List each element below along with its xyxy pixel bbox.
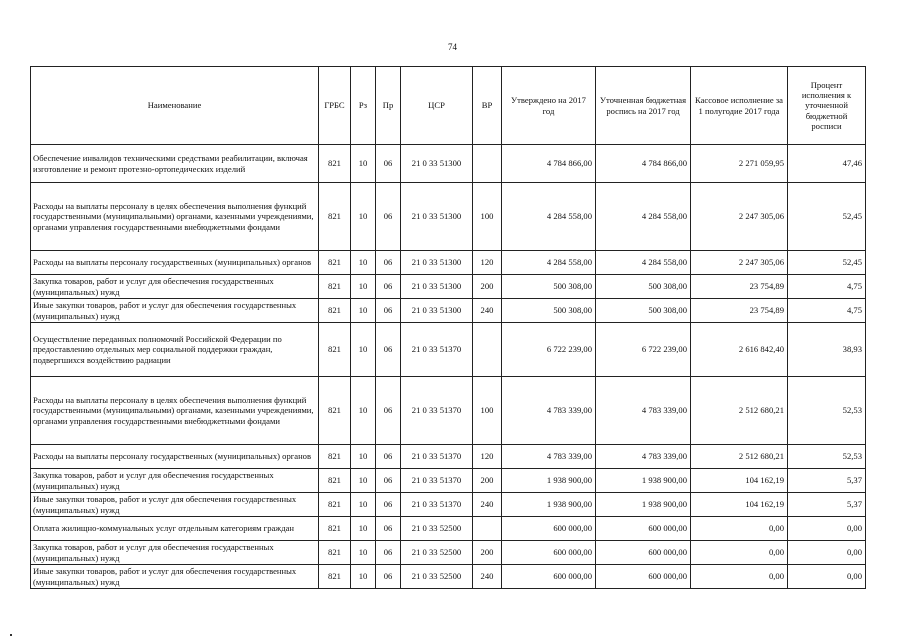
cell-percent: 38,93	[788, 323, 866, 377]
cell-cash: 104 162,19	[691, 493, 788, 517]
cell-approved: 4 284 558,00	[502, 251, 596, 275]
cell-grbs: 821	[319, 565, 351, 589]
cell-vr: 240	[473, 299, 502, 323]
cell-grbs: 821	[319, 145, 351, 183]
table-row	[31, 183, 866, 251]
header-csr: ЦСР	[401, 67, 473, 145]
header-name: Наименование	[31, 67, 319, 145]
cell-csr: 21 0 33 51370	[401, 323, 473, 377]
cell-cash: 104 162,19	[691, 469, 788, 493]
cell-rz: 10	[351, 445, 376, 469]
cell-percent: 52,45	[788, 251, 866, 275]
cell-percent: 52,53	[788, 377, 866, 445]
cell-name: Расходы на выплаты персоналу государственных (муниципальных) органов	[31, 445, 319, 469]
cell-refined: 6 722 239,00	[596, 323, 691, 377]
cell-grbs: 821	[319, 275, 351, 299]
cell-name: Обеспечение инвалидов техническими средствами реабилитации, включая изготовление и ремонт протезно-ортопедических изделий	[31, 145, 319, 183]
cell-rz: 10	[351, 541, 376, 565]
cell-vr: 240	[473, 565, 502, 589]
cell-vr	[473, 517, 502, 541]
cell-cash: 23 754,89	[691, 299, 788, 323]
cell-pr: 06	[376, 251, 401, 275]
table-row	[31, 377, 866, 445]
cell-csr: 21 0 33 51300	[401, 183, 473, 251]
cell-grbs: 821	[319, 445, 351, 469]
cell-pr: 06	[376, 565, 401, 589]
cell-rz: 10	[351, 299, 376, 323]
cell-percent: 0,00	[788, 517, 866, 541]
cell-name: Закупка товаров, работ и услуг для обеспечения государственных (муниципальных) нужд	[31, 469, 319, 493]
cell-pr: 06	[376, 377, 401, 445]
cell-csr: 21 0 33 51370	[401, 445, 473, 469]
cell-grbs: 821	[319, 469, 351, 493]
cell-cash: 2 271 059,95	[691, 145, 788, 183]
cell-refined: 1 938 900,00	[596, 493, 691, 517]
table-row	[31, 275, 866, 299]
cell-approved: 600 000,00	[502, 517, 596, 541]
cell-vr: 120	[473, 251, 502, 275]
cell-csr: 21 0 33 52500	[401, 517, 473, 541]
cell-percent: 52,45	[788, 183, 866, 251]
cell-name: Осуществление переданных полномочий Российской Федерации по предоставлению отдельных мер социальной поддержки граждан, подвергшихся воздействию радиации	[31, 323, 319, 377]
table-row	[31, 445, 866, 469]
cell-approved: 600 000,00	[502, 565, 596, 589]
cell-csr: 21 0 33 52500	[401, 541, 473, 565]
cell-percent: 47,46	[788, 145, 866, 183]
cell-refined: 600 000,00	[596, 541, 691, 565]
cell-refined: 600 000,00	[596, 565, 691, 589]
table-row	[31, 299, 866, 323]
cell-percent: 0,00	[788, 541, 866, 565]
cell-grbs: 821	[319, 323, 351, 377]
table-row	[31, 517, 866, 541]
cell-pr: 06	[376, 183, 401, 251]
cell-csr: 21 0 33 51300	[401, 275, 473, 299]
cell-pr: 06	[376, 469, 401, 493]
cell-csr: 21 0 33 51370	[401, 377, 473, 445]
cell-cash: 2 247 305,06	[691, 183, 788, 251]
cell-cash: 2 512 680,21	[691, 377, 788, 445]
table-row	[31, 323, 866, 377]
cell-rz: 10	[351, 275, 376, 299]
cell-grbs: 821	[319, 299, 351, 323]
cell-csr: 21 0 33 51370	[401, 469, 473, 493]
table-row	[31, 469, 866, 493]
cell-refined: 600 000,00	[596, 517, 691, 541]
cell-vr	[473, 145, 502, 183]
cell-name: Иные закупки товаров, работ и услуг для обеспечения государственных (муниципальных) нужд	[31, 493, 319, 517]
cell-pr: 06	[376, 145, 401, 183]
cell-grbs: 821	[319, 541, 351, 565]
cell-rz: 10	[351, 517, 376, 541]
cell-name: Закупка товаров, работ и услуг для обеспечения государственных (муниципальных) нужд	[31, 541, 319, 565]
scan-dot	[10, 634, 12, 636]
cell-refined: 4 284 558,00	[596, 183, 691, 251]
cell-percent: 4,75	[788, 299, 866, 323]
cell-vr: 200	[473, 275, 502, 299]
header-cash: Кассовое исполнение за 1 полугодие 2017 года	[691, 67, 788, 145]
budget-table	[30, 66, 866, 589]
cell-approved: 500 308,00	[502, 275, 596, 299]
cell-approved: 1 938 900,00	[502, 469, 596, 493]
cell-rz: 10	[351, 251, 376, 275]
cell-refined: 4 783 339,00	[596, 445, 691, 469]
cell-refined: 500 308,00	[596, 299, 691, 323]
cell-refined: 4 783 339,00	[596, 377, 691, 445]
cell-vr: 100	[473, 183, 502, 251]
cell-csr: 21 0 33 52500	[401, 565, 473, 589]
cell-percent: 5,37	[788, 469, 866, 493]
cell-csr: 21 0 33 51300	[401, 145, 473, 183]
cell-cash: 2 247 305,06	[691, 251, 788, 275]
cell-approved: 1 938 900,00	[502, 493, 596, 517]
cell-csr: 21 0 33 51370	[401, 493, 473, 517]
cell-percent: 5,37	[788, 493, 866, 517]
header-refined: Уточненная бюджетная роспись на 2017 год	[596, 67, 691, 145]
cell-percent: 52,53	[788, 445, 866, 469]
cell-grbs: 821	[319, 517, 351, 541]
header-row	[31, 67, 866, 145]
cell-refined: 4 284 558,00	[596, 251, 691, 275]
header-approved: Утверждено на 2017 год	[502, 67, 596, 145]
cell-rz: 10	[351, 565, 376, 589]
cell-name: Иные закупки товаров, работ и услуг для обеспечения государственных (муниципальных) нужд	[31, 565, 319, 589]
cell-grbs: 821	[319, 377, 351, 445]
cell-cash: 2 512 680,21	[691, 445, 788, 469]
cell-cash: 23 754,89	[691, 275, 788, 299]
cell-approved: 600 000,00	[502, 541, 596, 565]
cell-refined: 4 784 866,00	[596, 145, 691, 183]
cell-percent: 4,75	[788, 275, 866, 299]
table-row	[31, 145, 866, 183]
cell-name: Расходы на выплаты персоналу в целях обеспечения выполнения функций государственными (муниципальными) органами, казенными учреждениями, органами управления государственными внебюджетными фондами	[31, 183, 319, 251]
cell-name: Расходы на выплаты персоналу в целях обеспечения выполнения функций государственными (муниципальными) органами, казенными учреждениями, органами управления государственными внебюджетными фондами	[31, 377, 319, 445]
cell-name: Закупка товаров, работ и услуг для обеспечения государственных (муниципальных) нужд	[31, 275, 319, 299]
cell-pr: 06	[376, 541, 401, 565]
cell-csr: 21 0 33 51300	[401, 251, 473, 275]
page-number: 74	[448, 42, 457, 52]
cell-grbs: 821	[319, 183, 351, 251]
header-pr: Пр	[376, 67, 401, 145]
cell-refined: 500 308,00	[596, 275, 691, 299]
cell-pr: 06	[376, 275, 401, 299]
cell-pr: 06	[376, 493, 401, 517]
cell-rz: 10	[351, 183, 376, 251]
cell-cash: 2 616 842,40	[691, 323, 788, 377]
cell-vr: 200	[473, 469, 502, 493]
cell-rz: 10	[351, 145, 376, 183]
table-row	[31, 251, 866, 275]
cell-pr: 06	[376, 323, 401, 377]
cell-approved: 4 783 339,00	[502, 377, 596, 445]
cell-vr: 120	[473, 445, 502, 469]
cell-approved: 500 308,00	[502, 299, 596, 323]
cell-csr: 21 0 33 51300	[401, 299, 473, 323]
cell-approved: 6 722 239,00	[502, 323, 596, 377]
cell-pr: 06	[376, 517, 401, 541]
header-vr: ВР	[473, 67, 502, 145]
cell-approved: 4 784 866,00	[502, 145, 596, 183]
cell-rz: 10	[351, 493, 376, 517]
cell-pr: 06	[376, 445, 401, 469]
table-row	[31, 565, 866, 589]
cell-name: Оплата жилищно-коммунальных услуг отдельным категориям граждан	[31, 517, 319, 541]
header-rz: Рз	[351, 67, 376, 145]
cell-name: Иные закупки товаров, работ и услуг для обеспечения государственных (муниципальных) нужд	[31, 299, 319, 323]
cell-percent: 0,00	[788, 565, 866, 589]
cell-rz: 10	[351, 377, 376, 445]
cell-name: Расходы на выплаты персоналу государственных (муниципальных) органов	[31, 251, 319, 275]
table-row	[31, 541, 866, 565]
cell-rz: 10	[351, 469, 376, 493]
cell-vr: 100	[473, 377, 502, 445]
cell-vr	[473, 323, 502, 377]
cell-refined: 1 938 900,00	[596, 469, 691, 493]
cell-grbs: 821	[319, 493, 351, 517]
cell-vr: 200	[473, 541, 502, 565]
cell-approved: 4 284 558,00	[502, 183, 596, 251]
header-grbs: ГРБС	[319, 67, 351, 145]
cell-cash: 0,00	[691, 517, 788, 541]
cell-vr: 240	[473, 493, 502, 517]
cell-approved: 4 783 339,00	[502, 445, 596, 469]
cell-rz: 10	[351, 323, 376, 377]
cell-grbs: 821	[319, 251, 351, 275]
cell-cash: 0,00	[691, 565, 788, 589]
table-row	[31, 493, 866, 517]
cell-pr: 06	[376, 299, 401, 323]
header-percent: Процент исполнения к уточненной бюджетной росписи	[788, 67, 866, 145]
cell-cash: 0,00	[691, 541, 788, 565]
